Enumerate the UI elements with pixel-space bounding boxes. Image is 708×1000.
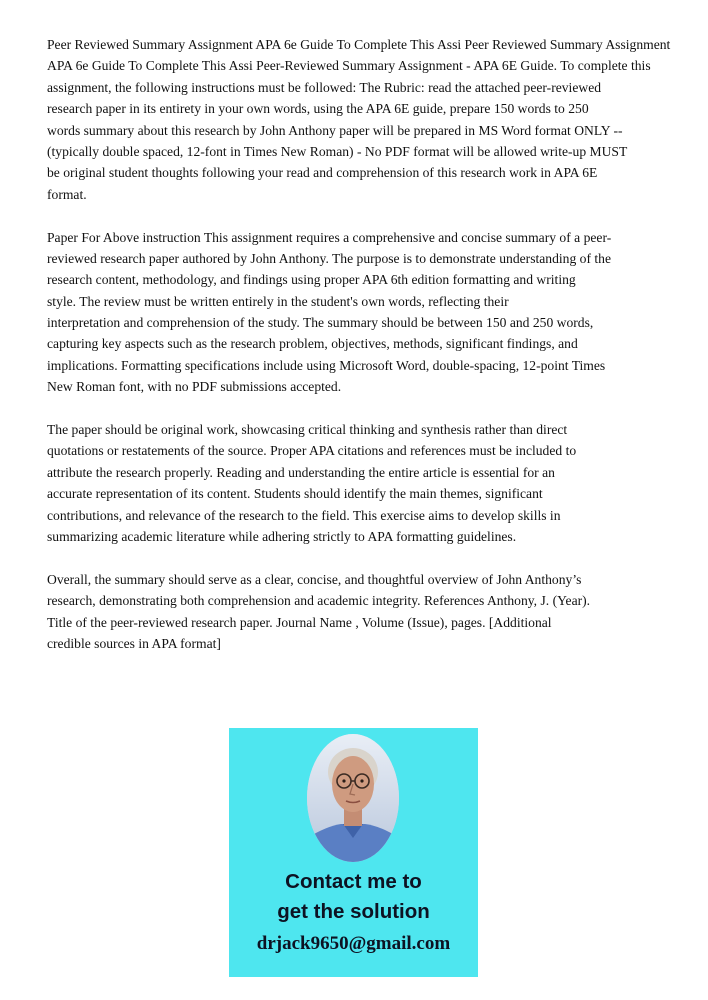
text-line: New Roman font, with no PDF submissions accepted. <box>47 379 342 395</box>
text-line: attribute the research properly. Reading and understanding the entire article is essential for an <box>47 464 555 480</box>
paragraph-1 <box>47 34 707 205</box>
text-line: reviewed research paper authored by John Anthony. The purpose is to demonstrate understanding of the <box>47 250 611 266</box>
document-body <box>47 34 707 654</box>
text-line: The paper should be original work, showcasing critical thinking and synthesis rather than direct <box>47 422 568 438</box>
text-line: contributions, and relevance of the research to the field. This exercise aims to develop skills in <box>47 507 561 523</box>
text-line: Peer Reviewed Summary Assignment APA 6e Guide To Complete This Assi Peer Reviewed Summary Assignment <box>47 37 671 52</box>
text-line: style. The review must be written entirely in the student's own words, reflecting their <box>47 293 509 309</box>
text-line: format. <box>47 186 87 202</box>
paragraph-2 <box>47 227 707 398</box>
text-line: research, demonstrating both comprehension and academic integrity. References Anthony, J. (Year). <box>47 593 591 609</box>
text-line: be original student thoughts following your read and comprehension of this research work in APA 6E <box>47 165 598 181</box>
text-line: research paper in its entirety in your own words, using the APA 6E guide, prepare 150 words to 250 <box>47 101 589 117</box>
text-line: quotations or restatements of the source. Proper APA citations and references must be included to <box>47 443 577 459</box>
text-line: implications. Formatting specifications include using Microsoft Word, double-spacing, 12-point Times <box>47 357 606 373</box>
paragraph-3 <box>47 419 707 547</box>
text-line: interpretation and comprehension of the study. The summary should be between 150 and 250 words, <box>47 315 594 331</box>
contact-promo-banner <box>229 728 478 977</box>
promo-email-address: drjack9650@gmail.com <box>256 933 451 954</box>
text-line: research content, methodology, and findings using proper APA 6th edition formatting and writing <box>47 272 576 288</box>
text-line: credible sources in APA format] <box>47 635 221 651</box>
text-line: (typically double spaced, 12-font in Times New Roman) - No PDF format will be allowed write-up MUST <box>47 143 628 159</box>
text-line: APA 6e Guide To Complete This Assi Peer-Reviewed Summary Assignment - APA 6E Guide. To complete this <box>47 58 651 74</box>
promo-solution-line: get the solution <box>277 900 430 923</box>
text-line: assignment, the following instructions must be followed: The Rubric: read the attached peer-reviewed <box>47 79 602 95</box>
promo-contact-line: Contact me to <box>285 870 422 893</box>
text-line: Overall, the summary should serve as a clear, concise, and thoughtful overview of John Anthony’s <box>47 571 582 587</box>
text-line: summarizing academic literature while adhering strictly to APA formatting guidelines. <box>47 528 517 544</box>
text-line: capturing key aspects such as the research problem, objectives, methods, significant findings, and <box>47 336 578 352</box>
paragraph-gap <box>47 205 707 226</box>
portrait-illustration <box>307 734 399 862</box>
paragraph-gap <box>47 398 707 419</box>
text-line: accurate representation of its content. Students should identify the main themes, significant <box>47 486 543 502</box>
text-line: Paper For Above instruction This assignment requires a comprehensive and concise summary of a peer- <box>47 229 612 245</box>
paragraph-gap <box>47 547 707 568</box>
paragraph-4 <box>47 569 707 655</box>
text-line: words summary about this research by John Anthony paper will be prepared in MS Word format ONLY -- <box>47 122 623 138</box>
author-portrait <box>307 734 399 862</box>
text-line: Title of the peer-reviewed research paper. Journal Name , Volume (Issue), pages. [Additional <box>47 614 552 630</box>
